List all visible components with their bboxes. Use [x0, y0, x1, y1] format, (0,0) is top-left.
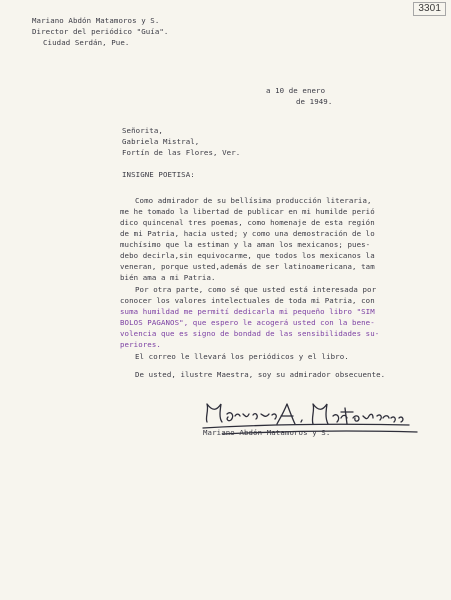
sender-location: Ciudad Serdán, Pue.: [43, 38, 130, 47]
recipient-name: Gabriela Mistral,: [122, 137, 200, 146]
signature-typed-name: Mariano Abdón Matamoros y S.: [203, 428, 331, 437]
sender-name: Mariano Abdón Matamoros y S.: [32, 16, 160, 25]
paragraph3: El correo le llevará los periódicos y el libro.: [135, 352, 349, 361]
paragraph2-line: conocer los valores intelectuales de toda mi Patria, con: [120, 296, 375, 305]
paragraph1-line: de mi Patria, hacia usted; y como una demostración de lo: [120, 229, 375, 238]
recipient-address: Fortín de las Flores, Ver.: [122, 148, 241, 157]
paragraph2-line: Por otra parte, como sé que usted está interesada por: [135, 285, 377, 294]
recipient-salutation: Señorita,: [122, 126, 163, 135]
greeting: INSIGNE POETISA:: [122, 170, 195, 179]
paragraph1-line: muchísimo que la estiman y la aman los mexicanos; pues-: [120, 240, 371, 249]
paragraph1-line: dico quincenal tres poemas, como homenaje de esta región: [120, 218, 375, 227]
paragraph2-line: volencia que es signo de bondad de las sensibilidades su-: [120, 329, 380, 338]
archive-number: 3301: [413, 2, 446, 16]
date-line-1: a 10 de enero: [266, 86, 326, 95]
date-line-2: de 1949.: [296, 97, 333, 106]
paragraph1-line: me he tomado la libertad de publicar en mi humilde perió: [120, 207, 375, 216]
paragraph1-line: bién ama a mi Patria.: [120, 273, 216, 282]
paragraph1-line: debo decirla,sin equivocarme, que todos los mexicanos la: [120, 251, 375, 260]
paragraph2-line: BOLOS PAGANOS", que espero le acogerá usted con la bene-: [120, 318, 375, 327]
paragraph2-line: suma humildad me permití dedicarla mi pequeño libro "SIM: [120, 307, 375, 316]
closing: De usted, ilustre Maestra, soy su admirador obsecuente.: [135, 370, 386, 379]
paragraph1-line: veneran, porque usted,además de ser latinoamericana, tam: [120, 262, 375, 271]
paragraph2-line: periores.: [120, 340, 161, 349]
paragraph1-line: Como admirador de su bellísima producción literaria,: [135, 196, 372, 205]
sender-role: Director del periódico "Guía".: [32, 27, 169, 36]
